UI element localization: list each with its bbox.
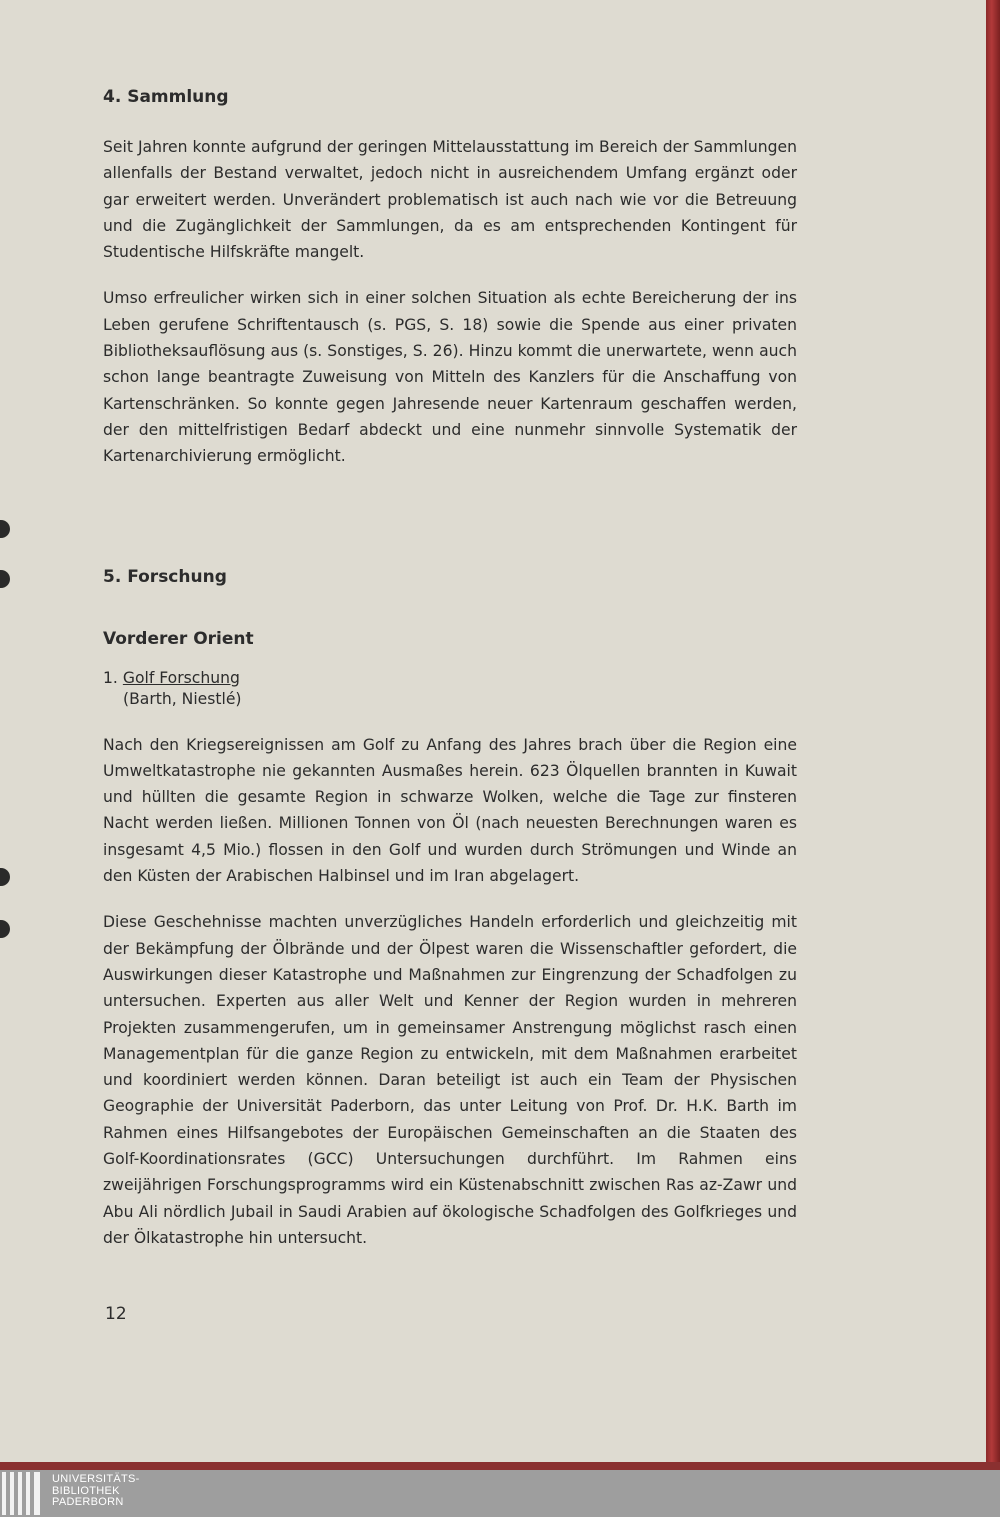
binder-bottom-edge xyxy=(0,1462,1000,1470)
research-item xyxy=(103,668,797,710)
library-footer xyxy=(0,1470,1000,1517)
item-number: 1. xyxy=(103,668,118,687)
paragraph: Umso erfreulicher wirken sich in einer solchen Situation als echte Bereicherung der ins Leben gerufene Schriftentausch (s. PGS, S. 18) sowie die Spende aus einer privaten Bibliotheksauflösung aus (s. Sonstiges, S. 26). Hinzu kommt die unerwartete, wenn auch schon lange beantragte Zuweisung von Mitteln des Kanzlers für die Anschaffung von Kartenschränken. So konnte gegen Jahresende neuer Kartenraum geschaffen werden, der den mittelfristigen Bedarf abdeckt und eine nunmehr sinnvolle Systematik der Kartenarchivierung ermöglicht. xyxy=(103,289,797,466)
paragraph: Nach den Kriegsereignissen am Golf zu Anfang des Jahres brach über die Region eine Umweltkatastrophe nie gekannten Ausmaßes herein. 623 Ölquellen brannten in Kuwait und hüllten die gesamte Region in schwarze Wolken, welche die Tage zur finsteren Nacht werden ließen. Millionen Tonnen von Öl (nach neuesten Berechnungen waren es insgesamt 4,5 Mio.) flossen in den Golf und wurden durch Strömungen und Winde an den Küsten der Arabischen Halbinsel und im Iran abgelagert. xyxy=(103,735,797,886)
item-authors: (Barth, Niestlé) xyxy=(123,689,242,708)
section-heading-forschung: 5. Forschung xyxy=(103,566,227,587)
item-title: Golf Forschung xyxy=(122,668,240,687)
paragraph: Diese Geschehnisse machten unverzügliches Handeln erforderlich und gleichzeitig mit der Bekämpfung der Ölbrände und der Ölpest waren die Wissenschaftler gefordert, die Auswirkungen dieser Katastrophe und Maßnahmen zur Eingrenzung der Schadfolgen zu untersuchen. Experten aus aller Welt und Kenner der Region wurden in mehreren Projekten zusammengerufen, um in gemeinsamer Anstrengung möglichst rasch einen Managementplan für die ganze Region zu entwickeln, mit dem Maßnahmen erarbeitet und koordiniert werden können. Daran beteiligt ist auch ein Team der Physischen Geographie der Universität Paderborn, das unter Leitung von Prof. Dr. H.K. Barth im Rahmen eines Hilfsangebotes der Europäischen Gemeinschaften an die Staaten des Golf-Koordinationsrates (GCC) Untersuchungen durchführt. Im Rahmen eins zweijährigen Forschungsprogramms wird ein Küstenabschnitt zwischen Ras az-Zawr und Abu Ali nördlich Jubail in Saudi Arabien auf ökologische Schadfolgen des Golfkrieges und der Ölkatastrophe hin untersucht. xyxy=(103,913,797,1247)
paragraph: Seit Jahren konnte aufgrund der geringen Mittelausstattung im Bereich der Sammlungen allenfalls der Bestand verwaltet, jedoch nicht in ausreichendem Umfang ergänzt oder gar erweitert werden. Unverändert problematisch ist auch nach wie vor die Betreuung und die Zugänglichkeit der Sammlungen, da es am entsprechenden Kontingent für Studentische Hilfskräfte mangelt. xyxy=(103,138,797,262)
binder-edge xyxy=(986,0,1000,1462)
subheading-vorderer-orient: Vorderer Orient xyxy=(103,628,254,649)
section-heading-sammlung: 4. Sammlung xyxy=(103,87,229,107)
library-logo-icon xyxy=(2,1472,44,1515)
library-logo-text: UNIVERSITÄTS- BIBLIOTHEK PADERBORN xyxy=(52,1473,140,1508)
page-number: 12 xyxy=(105,1304,127,1324)
page-content xyxy=(103,84,797,1251)
